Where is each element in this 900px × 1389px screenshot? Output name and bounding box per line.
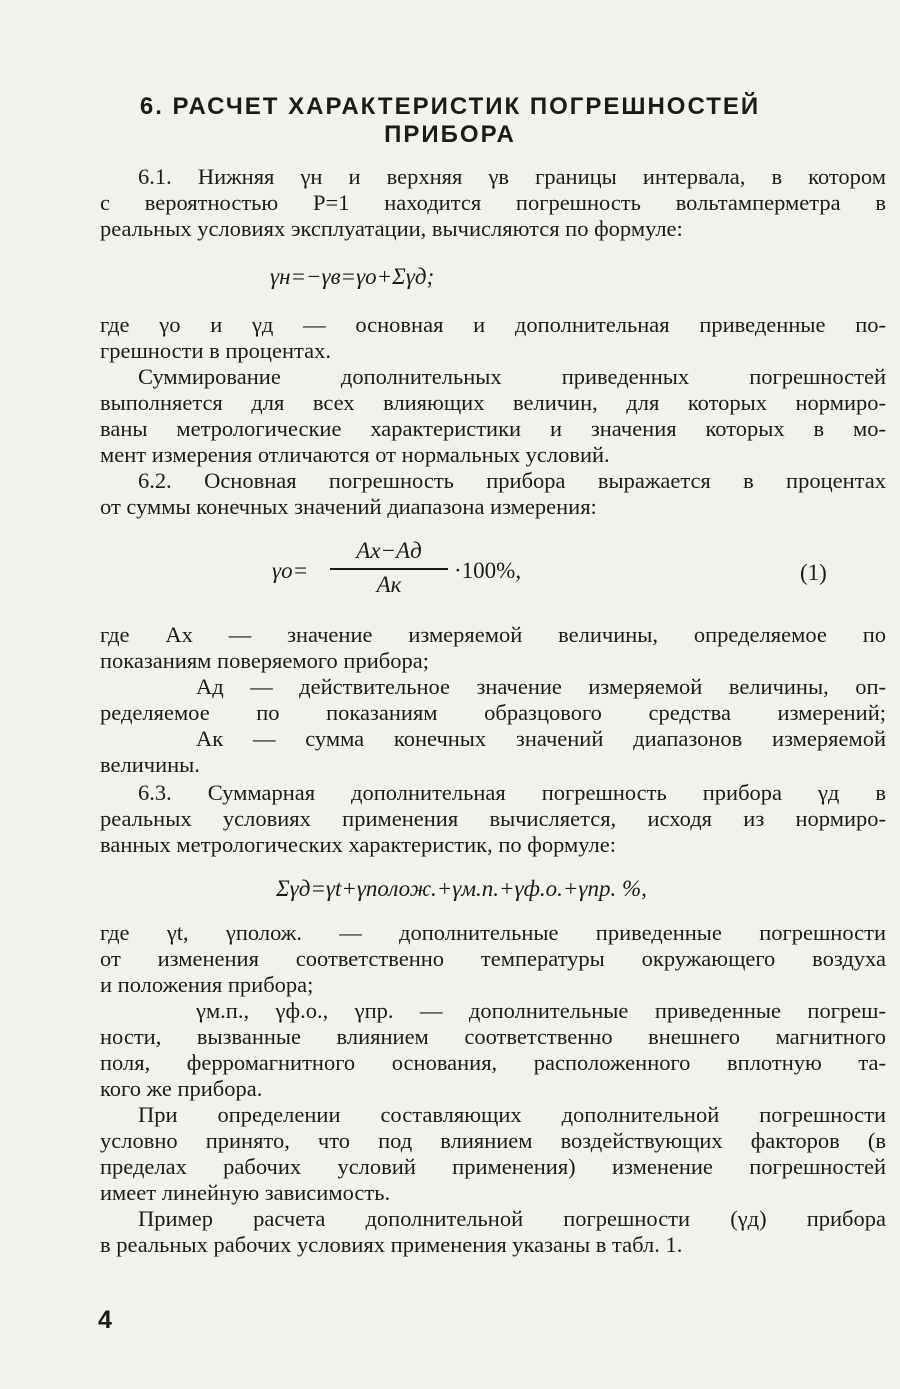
paragraph-line: в реальных рабочих условиях применения указаны в табл. 1. [100, 1232, 683, 1257]
formula-tail: ·100%, [454, 558, 522, 583]
paragraph-line: грешности в процентах. [100, 338, 331, 363]
fraction-bar [330, 568, 448, 570]
section-heading-line1: 6. РАСЧЕТ ХАРАКТЕРИСТИК ПОГРЕШНОСТЕЙ [139, 93, 761, 120]
paragraph-line: показаниям поверяемого прибора; [100, 648, 429, 673]
paragraph-line: имеет линейную зависимость. [100, 1180, 391, 1205]
paragraph-line: поля, ферромагнитного основания, расположенного вплотную та- [100, 1050, 886, 1075]
formula-denominator: Ак [376, 572, 402, 597]
paragraph-line: Пример расчета дополнительной погрешности (γд) прибора [138, 1206, 886, 1231]
paragraph-line: где γt, γполож. — дополнительные приведенные погрешности [100, 920, 886, 945]
paragraph-line: γм.п., γф.о., γпр. — дополнительные приведенные погреш- [196, 998, 886, 1023]
paragraph-line: где Ах — значение измеряемой величины, определяемое по [100, 622, 886, 647]
paragraph-line: кого же прибора. [100, 1076, 263, 1101]
paragraph-line: 6.1. Нижняя γн и верхняя γв границы интервала, в котором [138, 164, 886, 189]
paragraph-line: с вероятностью Р=1 находится погрешность вольтамперметра в [100, 190, 886, 215]
paragraph-line: Ак — сумма конечных значений диапазонов измеряемой [196, 726, 886, 751]
paragraph-line: условно принято, что под влиянием воздействующих факторов (в [100, 1128, 886, 1153]
paragraph-line: 6.3. Суммарная дополнительная погрешность прибора γд в [138, 780, 886, 805]
formula-interval-bounds: γн=−γв=γо+Σγд; [270, 264, 435, 289]
paragraph-line: ности, вызванные влиянием соответственно внешнего магнитного [100, 1024, 886, 1049]
paragraph-line: от изменения соответственно температуры окружающего воздуха [100, 946, 886, 971]
paragraph-line: мент измерения отличаются от нормальных условий. [100, 442, 610, 467]
paragraph-line: При определении составляющих дополнительной погрешности [138, 1102, 886, 1127]
formula-lhs: γо= [272, 558, 309, 583]
paragraph-line: ваны метрологические характеристики и значения которых в мо- [100, 416, 886, 441]
formula-total-additional-error: Σγд=γt+γполож.+γм.п.+γф.о.+γпр. %, [276, 876, 647, 901]
paragraph-line: Суммирование дополнительных приведенных погрешностей [138, 364, 886, 389]
paragraph-line: 6.2. Основная погрешность прибора выражается в процентах [138, 468, 886, 493]
paragraph-line: Ад — действительное значение измеряемой величины, оп- [196, 674, 886, 699]
page-number: 4 [98, 1306, 112, 1334]
paragraph-line: выполняется для всех влияющих величин, для которых нормиро- [100, 390, 886, 415]
paragraph-line: реальных условиях эксплуатации, вычисляются по формуле: [100, 216, 683, 241]
paragraph-line: пределах рабочих условий применения) изменение погрешностей [100, 1154, 886, 1179]
equation-number: (1) [800, 560, 827, 585]
paragraph-line: ванных метрологических характеристик, по формуле: [100, 832, 616, 857]
paragraph-line: и положения прибора; [100, 972, 314, 997]
paragraph-line: величины. [100, 752, 200, 777]
formula-numerator: Ах−Ад [356, 538, 422, 563]
paragraph-line: реальных условиях применения вычисляется, исходя из нормиро- [100, 806, 886, 831]
formula-fraction [330, 538, 448, 598]
paragraph-line: где γо и γд — основная и дополнительная приведенные по- [100, 312, 886, 337]
paragraph-line: ределяемое по показаниям образцового средства измерений; [100, 700, 886, 725]
paragraph-line: от суммы конечных значений диапазона измерения: [100, 494, 597, 519]
section-heading-line2: ПРИБОРА [384, 121, 516, 148]
